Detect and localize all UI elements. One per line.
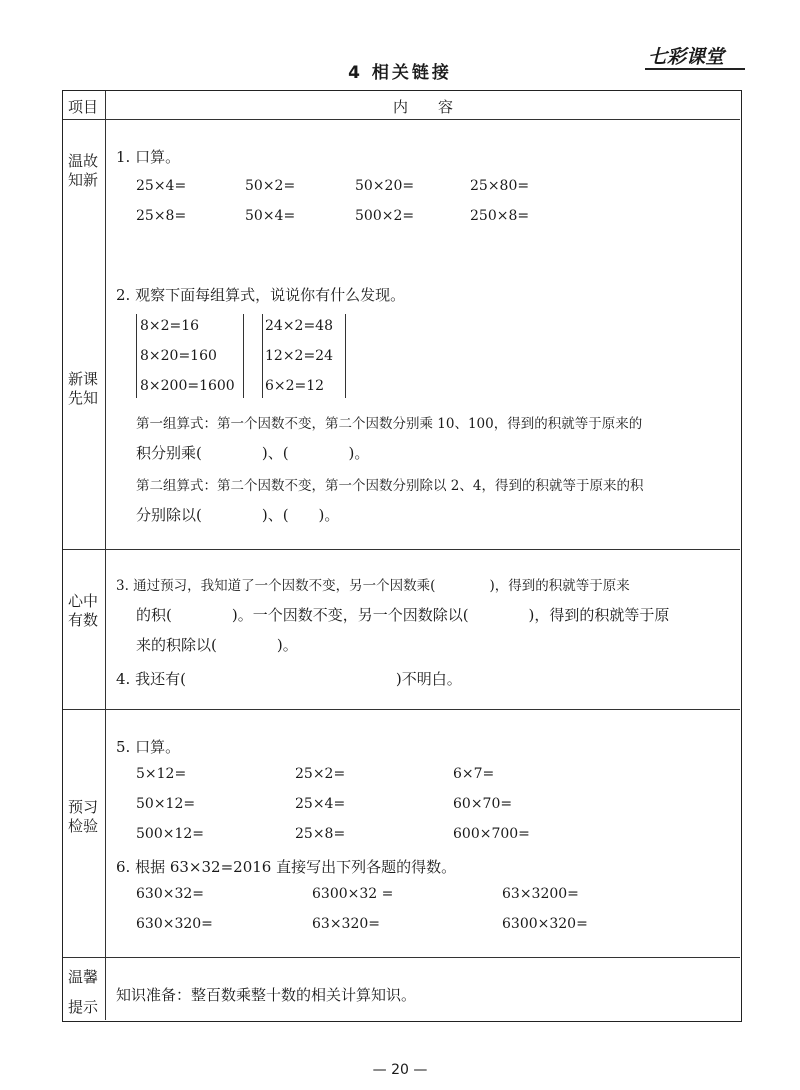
review-cell: 50×4= — [245, 208, 296, 224]
brand-logo: 七彩课堂 — [648, 46, 725, 68]
group2-equation: 24×2=48 — [265, 318, 333, 334]
column-header-item: 项目 — [67, 98, 98, 116]
q5-cell: 25×4= — [295, 796, 346, 812]
observation-paragraph-1-line2: 积分别乘( )、( )。 — [136, 444, 370, 462]
category-tips-line1: 温馨 — [67, 968, 98, 986]
q5-title: 5. 口算。 — [116, 738, 181, 756]
q5-cell: 5×12= — [136, 766, 187, 782]
review-cell: 250×8= — [470, 208, 530, 224]
column-header-content: 内 容 — [392, 98, 453, 116]
brand-underline — [645, 68, 745, 70]
q1-title: 1. 口算。 — [116, 148, 181, 166]
group2-equation: 12×2=24 — [265, 348, 333, 364]
review-cell: 25×4= — [136, 178, 187, 194]
q5-cell: 60×70= — [453, 796, 513, 812]
category-mind: 心中有数 — [67, 592, 98, 629]
q6-cell: 63×3200= — [502, 886, 579, 902]
row-divider-check — [63, 957, 740, 958]
q5-cell: 500×12= — [136, 826, 204, 842]
review-cell: 50×2= — [245, 178, 296, 194]
row-divider-newlesson — [63, 549, 740, 550]
q6-cell: 630×32= — [136, 886, 204, 902]
q5-cell: 600×700= — [453, 826, 530, 842]
q5-cell: 6×7= — [453, 766, 495, 782]
q3-line1: 3. 通过预习，我知道了一个因数不变，另一个因数乘( )，得到的积就等于原来 — [116, 578, 630, 594]
category-tips-line2: 提示 — [67, 998, 98, 1016]
observation-paragraph-2-line1: 第二组算式：第二个因数不变，第一个因数分别除以 2、4，得到的积就等于原来的积 — [136, 478, 644, 494]
q5-cell: 25×2= — [295, 766, 346, 782]
group1-equation: 8×20=160 — [140, 348, 217, 364]
q6-title: 6. 根据 63×32=2016 直接写出下列各题的得数。 — [116, 858, 457, 876]
q3-line2: 的积( )。一个因数不变，另一个因数除以( )，得到的积就等于原 — [136, 606, 670, 624]
page-title: 4 相关链接 — [348, 63, 452, 83]
q6-cell: 63×320= — [312, 916, 380, 932]
category-newlesson: 新课先知 — [67, 370, 98, 407]
q4-text: 4. 我还有( )不明白。 — [116, 670, 462, 688]
review-cell: 500×2= — [355, 208, 415, 224]
review-cell: 25×80= — [470, 178, 530, 194]
q2-title: 2. 观察下面每组算式，说说你有什么发现。 — [116, 286, 406, 304]
page-number: — 20 — — [372, 1062, 428, 1078]
review-cell: 25×8= — [136, 208, 187, 224]
q6-cell: 6300×320= — [502, 916, 588, 932]
category-review: 温故知新 — [67, 152, 98, 189]
q6-cell: 6300×32 = — [312, 886, 394, 902]
header-row-divider — [63, 119, 740, 120]
q5-cell: 25×8= — [295, 826, 346, 842]
group1-equation: 8×2=16 — [140, 318, 200, 334]
row-divider-mind — [63, 709, 740, 710]
q6-cell: 630×320= — [136, 916, 213, 932]
category-check: 预习检验 — [67, 798, 98, 835]
tips-text: 知识准备：整百数乘整十数的相关计算知识。 — [116, 986, 417, 1004]
q3-line3: 来的积除以( )。 — [136, 636, 298, 654]
worksheet-table — [62, 90, 742, 1022]
q5-cell: 50×12= — [136, 796, 196, 812]
group2-equation: 6×2=12 — [265, 378, 325, 394]
review-cell: 50×20= — [355, 178, 415, 194]
observation-paragraph-2-line2: 分别除以( )、( )。 — [136, 506, 340, 524]
group1-equation: 8×200=1600 — [140, 378, 235, 394]
observation-paragraph-1-line1: 第一组算式：第一个因数不变，第二个因数分别乘 10、100，得到的积就等于原来的 — [136, 416, 643, 432]
column-divider — [105, 91, 106, 1020]
